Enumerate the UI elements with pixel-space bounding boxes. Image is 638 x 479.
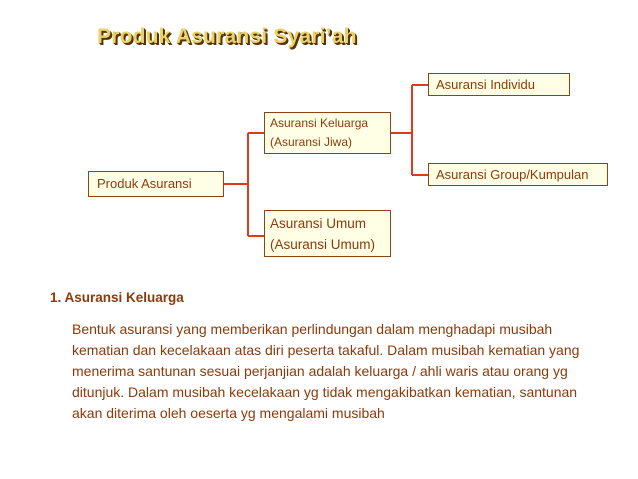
box-label-line2: (Asuransi Umum) — [270, 237, 376, 252]
paragraph-line: menerima santunan sesuai perjanjian adalah keluarga / ahli waris atau orang yg — [72, 363, 568, 379]
paragraph-line: kematian dan kecelakaan atas diri peserta takaful. Dalam musibah kematian yang — [72, 342, 580, 358]
paragraph-line: Bentuk asuransi yang memberikan perlindungan dalam menghadapi musibah — [72, 321, 553, 337]
page-title: Produk Asuransi Syari’ah — [97, 25, 357, 48]
box-label-line1: Asuransi Keluarga — [270, 116, 369, 130]
box-label-line2: (Asuransi Jiwa) — [270, 135, 353, 149]
paragraph-line: akan diterima oleh oeserta yg mengalami musibah — [72, 405, 385, 421]
box-label: Asuransi Individu — [436, 77, 535, 92]
box-asuransi-keluarga — [264, 112, 391, 154]
section-paragraph — [72, 319, 628, 424]
box-label: Produk Asuransi — [97, 176, 192, 191]
box-asuransi-group — [428, 163, 608, 186]
box-asuransi-umum — [264, 210, 391, 257]
box-label-line1: Asuransi Umum — [270, 216, 367, 231]
section-heading: 1. Asuransi Keluarga — [50, 290, 184, 305]
box-label: Asuransi Group/Kumpulan — [436, 167, 589, 182]
box-produk-asuransi — [88, 171, 224, 197]
box-asuransi-individu — [428, 73, 570, 96]
paragraph-line: ditunjuk. Dalam musibah kecelakaan yg tidak mengakibatkan kematian, santunan — [72, 384, 578, 400]
